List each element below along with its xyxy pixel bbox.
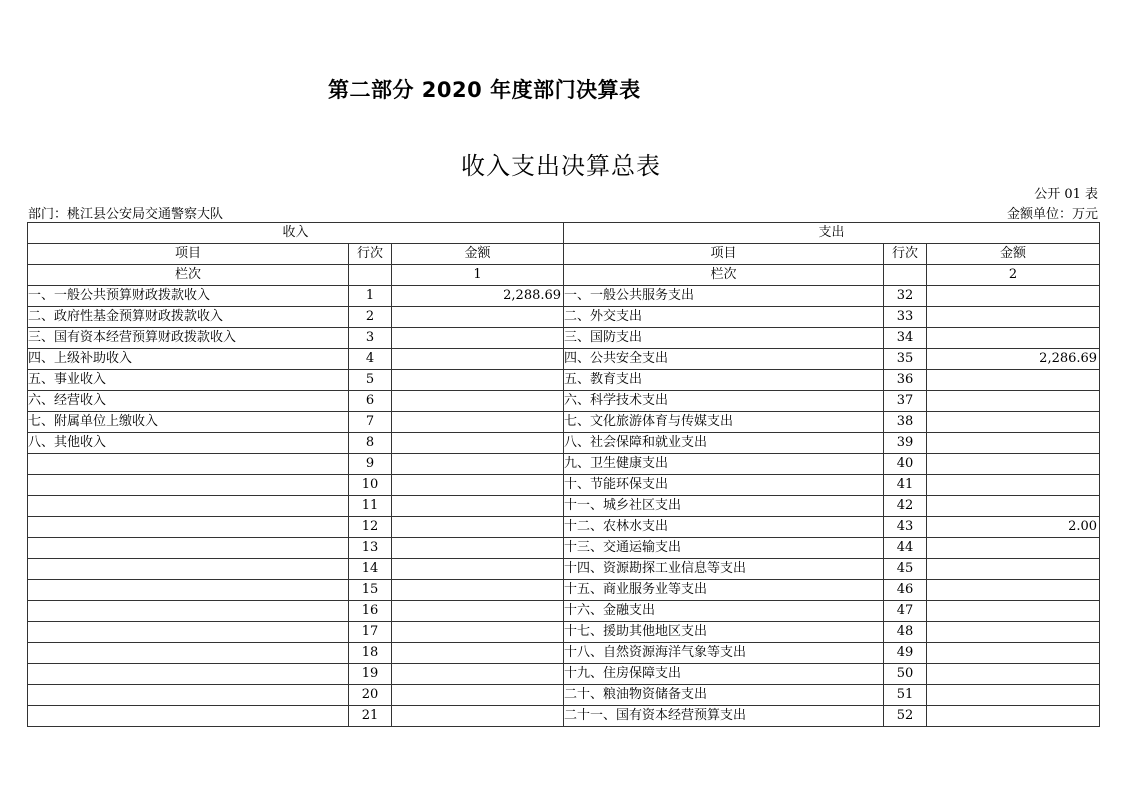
- income-section-header: 收入: [28, 223, 564, 244]
- department-label: 部门：桃江县公安局交通警察大队: [28, 207, 224, 222]
- expense-item-cell: 十八、自然资源海洋气象等支出: [564, 643, 884, 664]
- part-title: 第二部分 2020 年度部门决算表: [328, 78, 641, 102]
- expense-line-cell: 40: [884, 454, 927, 475]
- income-amount-cell: [392, 706, 564, 727]
- income-line-cell: 20: [349, 685, 392, 706]
- income-amount-cell: [392, 622, 564, 643]
- income-line-cell: 13: [349, 538, 392, 559]
- expense-item-cell: 十五、商业服务业等支出: [564, 580, 884, 601]
- income-item-cell: [28, 706, 349, 727]
- expense-line-cell: 32: [884, 286, 927, 307]
- table-row: [28, 685, 1100, 706]
- expense-amount-cell: [927, 601, 1100, 622]
- income-line-cell: 15: [349, 580, 392, 601]
- expense-line-cell: 39: [884, 433, 927, 454]
- income-seq-value: 1: [392, 265, 564, 286]
- income-amount-cell: [392, 412, 564, 433]
- expense-item-cell: 十三、交通运输支出: [564, 538, 884, 559]
- expense-section-header: 支出: [564, 223, 1100, 244]
- expense-item-header: 项目: [564, 244, 884, 265]
- income-line-cell: 21: [349, 706, 392, 727]
- expense-amount-cell: [927, 370, 1100, 391]
- income-expense-table: [27, 222, 1100, 727]
- income-item-cell: 八、其他收入: [28, 433, 349, 454]
- income-amount-cell: [392, 559, 564, 580]
- expense-amount-cell: [927, 286, 1100, 307]
- income-seq-line-cell: [349, 265, 392, 286]
- expense-amount-cell: [927, 496, 1100, 517]
- income-item-cell: [28, 580, 349, 601]
- table-row: [28, 349, 1100, 370]
- expense-item-cell: 二十、粮油物资储备支出: [564, 685, 884, 706]
- table-row: [28, 475, 1100, 496]
- income-line-cell: 10: [349, 475, 392, 496]
- income-item-cell: 一、一般公共预算财政拨款收入: [28, 286, 349, 307]
- expense-item-cell: 八、社会保障和就业支出: [564, 433, 884, 454]
- table-row: [28, 412, 1100, 433]
- expense-line-cell: 41: [884, 475, 927, 496]
- expense-seq-label: 栏次: [564, 265, 884, 286]
- income-amount-cell: [392, 349, 564, 370]
- income-amount-cell: [392, 433, 564, 454]
- income-line-cell: 9: [349, 454, 392, 475]
- income-line-cell: 11: [349, 496, 392, 517]
- income-item-cell: [28, 664, 349, 685]
- income-line-cell: 7: [349, 412, 392, 433]
- income-amount-cell: [392, 517, 564, 538]
- expense-amount-cell: [927, 328, 1100, 349]
- expense-line-cell: 42: [884, 496, 927, 517]
- income-amount-cell: [392, 391, 564, 412]
- table-row: [28, 601, 1100, 622]
- income-amount-cell: 2,288.69: [392, 286, 564, 307]
- income-amount-header: 金额: [392, 244, 564, 265]
- expense-line-cell: 48: [884, 622, 927, 643]
- expense-item-cell: 二十一、国有资本经营预算支出: [564, 706, 884, 727]
- table-row: [28, 664, 1100, 685]
- table-row: [28, 454, 1100, 475]
- income-amount-cell: [392, 538, 564, 559]
- income-item-cell: [28, 622, 349, 643]
- income-amount-cell: [392, 601, 564, 622]
- income-line-cell: 1: [349, 286, 392, 307]
- expense-line-cell: 49: [884, 643, 927, 664]
- income-item-cell: 三、国有资本经营预算财政拨款收入: [28, 328, 349, 349]
- expense-line-cell: 50: [884, 664, 927, 685]
- expense-item-cell: 十六、金融支出: [564, 601, 884, 622]
- expense-amount-cell: [927, 685, 1100, 706]
- expense-amount-cell: 2,286.69: [927, 349, 1100, 370]
- income-seq-label: 栏次: [28, 265, 349, 286]
- income-item-cell: [28, 643, 349, 664]
- income-line-cell: 16: [349, 601, 392, 622]
- expense-item-cell: 十二、农林水支出: [564, 517, 884, 538]
- section-header-row: [28, 223, 1100, 244]
- income-item-cell: [28, 496, 349, 517]
- table-row: [28, 286, 1100, 307]
- expense-item-cell: 九、卫生健康支出: [564, 454, 884, 475]
- income-line-cell: 2: [349, 307, 392, 328]
- table-row: [28, 538, 1100, 559]
- expense-item-cell: 五、教育支出: [564, 370, 884, 391]
- expense-item-cell: 十一、城乡社区支出: [564, 496, 884, 517]
- expense-amount-cell: [927, 706, 1100, 727]
- expense-item-cell: 四、公共安全支出: [564, 349, 884, 370]
- table-row: [28, 433, 1100, 454]
- income-item-cell: [28, 601, 349, 622]
- expense-amount-cell: [927, 643, 1100, 664]
- income-line-cell: 12: [349, 517, 392, 538]
- income-item-cell: [28, 559, 349, 580]
- expense-seq-value: 2: [927, 265, 1100, 286]
- income-amount-cell: [392, 685, 564, 706]
- expense-line-header: 行次: [884, 244, 927, 265]
- table-row: [28, 391, 1100, 412]
- expense-amount-cell: 2.00: [927, 517, 1100, 538]
- income-line-cell: 5: [349, 370, 392, 391]
- income-amount-cell: [392, 307, 564, 328]
- income-item-cell: [28, 454, 349, 475]
- expense-line-cell: 46: [884, 580, 927, 601]
- table-row: [28, 517, 1100, 538]
- expense-item-cell: 七、文化旅游体育与传媒支出: [564, 412, 884, 433]
- column-header-row: [28, 244, 1100, 265]
- expense-line-cell: 35: [884, 349, 927, 370]
- expense-amount-cell: [927, 622, 1100, 643]
- expense-line-cell: 45: [884, 559, 927, 580]
- expense-item-cell: 十七、援助其他地区支出: [564, 622, 884, 643]
- income-item-cell: [28, 475, 349, 496]
- income-line-cell: 8: [349, 433, 392, 454]
- expense-item-cell: 三、国防支出: [564, 328, 884, 349]
- expense-line-cell: 33: [884, 307, 927, 328]
- expense-line-cell: 51: [884, 685, 927, 706]
- income-line-cell: 3: [349, 328, 392, 349]
- income-line-cell: 14: [349, 559, 392, 580]
- amount-unit-label: 金额单位：万元: [1006, 207, 1098, 222]
- income-item-cell: 七、附属单位上缴收入: [28, 412, 349, 433]
- expense-amount-cell: [927, 307, 1100, 328]
- income-amount-cell: [392, 664, 564, 685]
- income-item-header: 项目: [28, 244, 349, 265]
- expense-amount-cell: [927, 433, 1100, 454]
- income-amount-cell: [392, 580, 564, 601]
- income-item-cell: 五、事业收入: [28, 370, 349, 391]
- income-item-cell: 四、上级补助收入: [28, 349, 349, 370]
- income-line-cell: 17: [349, 622, 392, 643]
- expense-line-cell: 43: [884, 517, 927, 538]
- expense-item-cell: 六、科学技术支出: [564, 391, 884, 412]
- expense-line-cell: 52: [884, 706, 927, 727]
- income-item-cell: [28, 685, 349, 706]
- expense-amount-cell: [927, 391, 1100, 412]
- seq-row: [28, 265, 1100, 286]
- table-body: [28, 223, 1100, 727]
- table-row: [28, 328, 1100, 349]
- table-row: [28, 559, 1100, 580]
- expense-line-cell: 38: [884, 412, 927, 433]
- table-row: [28, 706, 1100, 727]
- expense-line-cell: 34: [884, 328, 927, 349]
- table-row: [28, 307, 1100, 328]
- expense-item-cell: 一、一般公共服务支出: [564, 286, 884, 307]
- expense-line-cell: 36: [884, 370, 927, 391]
- income-item-cell: [28, 517, 349, 538]
- expense-item-cell: 十、节能环保支出: [564, 475, 884, 496]
- income-line-header: 行次: [349, 244, 392, 265]
- expense-amount-cell: [927, 538, 1100, 559]
- income-amount-cell: [392, 370, 564, 391]
- income-amount-cell: [392, 496, 564, 517]
- expense-seq-line-cell: [884, 265, 927, 286]
- expense-amount-cell: [927, 412, 1100, 433]
- expense-line-cell: 44: [884, 538, 927, 559]
- table-row: [28, 370, 1100, 391]
- expense-line-cell: 47: [884, 601, 927, 622]
- expense-amount-cell: [927, 664, 1100, 685]
- income-amount-cell: [392, 475, 564, 496]
- expense-amount-cell: [927, 454, 1100, 475]
- income-amount-cell: [392, 454, 564, 475]
- table-row: [28, 622, 1100, 643]
- expense-line-cell: 37: [884, 391, 927, 412]
- form-number: 公开 01 表: [1034, 187, 1098, 202]
- expense-amount-cell: [927, 580, 1100, 601]
- income-amount-cell: [392, 643, 564, 664]
- income-line-cell: 18: [349, 643, 392, 664]
- income-line-cell: 6: [349, 391, 392, 412]
- expense-item-cell: 二、外交支出: [564, 307, 884, 328]
- table-row: [28, 496, 1100, 517]
- income-item-cell: 二、政府性基金预算财政拨款收入: [28, 307, 349, 328]
- income-amount-cell: [392, 328, 564, 349]
- table-row: [28, 643, 1100, 664]
- income-line-cell: 4: [349, 349, 392, 370]
- income-item-cell: 六、经营收入: [28, 391, 349, 412]
- expense-amount-cell: [927, 475, 1100, 496]
- expense-item-cell: 十九、住房保障支出: [564, 664, 884, 685]
- income-item-cell: [28, 538, 349, 559]
- income-line-cell: 19: [349, 664, 392, 685]
- page-title: 收入支出决算总表: [461, 152, 661, 180]
- table-row: [28, 580, 1100, 601]
- expense-item-cell: 十四、资源勘探工业信息等支出: [564, 559, 884, 580]
- expense-amount-header: 金额: [927, 244, 1100, 265]
- expense-amount-cell: [927, 559, 1100, 580]
